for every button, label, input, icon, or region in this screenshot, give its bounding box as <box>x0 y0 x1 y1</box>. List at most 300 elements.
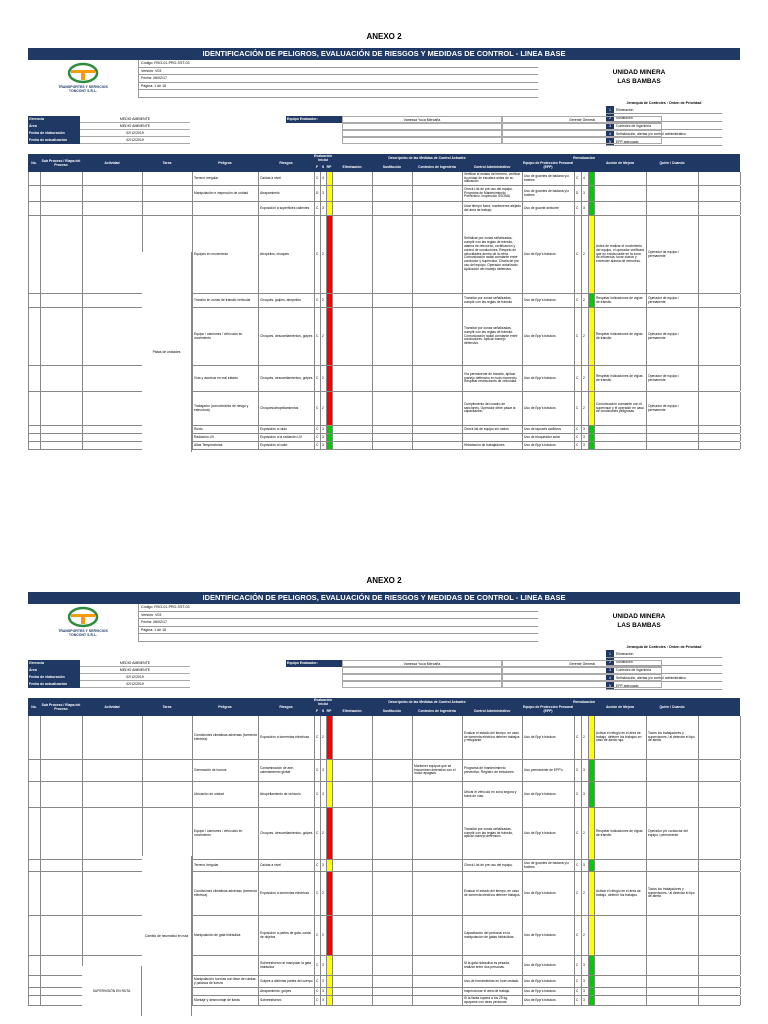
cell-accion <box>595 996 647 1005</box>
cell-empty <box>699 186 741 201</box>
cell-epp: Uso de guantes de badana y/o botines <box>523 186 575 201</box>
cell-s: 3 <box>321 782 327 807</box>
table-row <box>29 782 740 808</box>
doc-code: Código: RSG-01-PRO-SST-03 <box>138 60 538 68</box>
cell-adm: Hidratación de trabajadores <box>463 442 523 449</box>
cell-s: 4 <box>321 172 327 185</box>
cell-empty <box>333 172 373 185</box>
cell-empty <box>373 760 413 781</box>
cell-s: 2 <box>321 216 327 293</box>
risk-level-cell <box>327 872 333 915</box>
cell-s: 3 <box>321 956 327 975</box>
cell-empty <box>29 308 41 365</box>
table-row <box>29 308 740 366</box>
cell-empty <box>41 442 83 449</box>
cell-ing <box>413 442 463 449</box>
cell-empty <box>29 808 41 859</box>
cell-s: 2 <box>321 916 327 955</box>
cell-s: 2 <box>582 294 589 307</box>
cell-epp: Uso de Epp's básicos <box>523 716 575 759</box>
cell-empty <box>143 172 193 185</box>
table-row <box>29 760 740 782</box>
cell-empty <box>41 434 83 441</box>
risk-level-cell <box>327 186 333 201</box>
cell-f: C <box>315 976 321 987</box>
cell-f: D <box>315 186 321 201</box>
cell-adm: Evaluar el estado del tiempo, en caso de tormenta eléctrica detener trabajos. <box>463 872 523 915</box>
cell-empty <box>373 996 413 1005</box>
cell-empty <box>29 172 41 185</box>
cell-accion <box>595 172 647 185</box>
cell-f: C <box>575 392 582 425</box>
cell-accion <box>595 976 647 987</box>
cell-f: D <box>575 186 582 201</box>
residual-risk-cell <box>589 956 595 975</box>
cell-accion: Respetar indicaciones de vigías de tránsito <box>595 308 647 365</box>
cell-peligro: Ruido <box>193 426 259 433</box>
residual-risk-cell <box>589 294 595 307</box>
cell-s: 3 <box>582 426 589 433</box>
cell-quien <box>647 186 699 201</box>
cell-adm: Si la llanta supera a los 25 kg, apoyarse con otras personas. <box>463 996 523 1005</box>
cell-empty <box>333 976 373 987</box>
cell-f: C <box>315 202 321 215</box>
cell-epp: Uso de guante anticorte <box>523 202 575 215</box>
cell-empty <box>333 202 373 215</box>
cell-f: C <box>575 860 582 871</box>
cell-quien <box>647 442 699 449</box>
cell-peligro: Manipulación de gata hidráulica <box>193 916 259 955</box>
cell-accion <box>595 760 647 781</box>
cell-empty <box>373 308 413 365</box>
cell-quien <box>647 956 699 975</box>
cell-ing <box>413 916 463 955</box>
risk-level-cell <box>327 782 333 807</box>
cell-s: 3 <box>582 202 589 215</box>
cell-peligro: Generación de humos <box>193 760 259 781</box>
cell-f: C <box>315 308 321 365</box>
cell-quien <box>647 976 699 987</box>
cell-accion <box>595 916 647 955</box>
cell-empty <box>333 392 373 425</box>
cell-empty <box>29 996 41 1005</box>
cell-empty <box>41 956 83 975</box>
cell-accion <box>595 860 647 871</box>
cell-s: 3 <box>582 186 589 201</box>
cell-quien: Operador y/o conductor del equipo / permanente <box>647 808 699 859</box>
cell-empty <box>333 956 373 975</box>
cell-empty <box>699 434 741 441</box>
logo-text-2: TONCONT S.R.L. <box>68 633 98 637</box>
doc-date: Fecha: 08/02/17 <box>138 619 538 627</box>
cell-epp: Uso de Epp's básicos <box>523 392 575 425</box>
cell-f: C <box>575 716 582 759</box>
general-info: Gerencia MEDIO AMBIENTE Equipo Evaluador: Vanessa Yuca Mercaña Gerente General Área MEDIO AMBIENTE Fecha de elaboración 02/12/2019 Fecha de actualización 02/12/2019 <box>28 660 740 688</box>
cell-f: C <box>315 366 321 391</box>
cell-empty <box>699 916 741 955</box>
cell-quien <box>647 172 699 185</box>
table-row <box>29 426 740 434</box>
cell-empty <box>699 860 741 871</box>
cell-riesgo: Golpes a distintas partes del cuerpo <box>259 976 315 987</box>
cell-empty <box>699 782 741 807</box>
cell-empty <box>41 216 83 293</box>
cell-s: 4 <box>582 172 589 185</box>
cell-empty <box>699 392 741 425</box>
residual-risk-cell <box>589 808 595 859</box>
cell-quien: Operador de equipo / permanente <box>647 392 699 425</box>
cell-empty <box>373 186 413 201</box>
cell-adm: Usar tiempo fuera, mantenerse alejado del área de trabajo <box>463 202 523 215</box>
cell-empty <box>699 760 741 781</box>
cell-accion <box>595 426 647 433</box>
cell-s: 2 <box>321 808 327 859</box>
cell-adm: Inspeccionar el área de trabajo. <box>463 988 523 995</box>
cell-riesgo: Caídas a nivel <box>259 860 315 871</box>
cell-empty <box>29 716 41 759</box>
risk-level-cell <box>327 366 333 391</box>
cell-empty <box>29 976 41 987</box>
doc-version: Versión: V03 <box>138 612 538 620</box>
cell-adm: Transitar por zonas señalizadas, cumplir con las reglas de tránsito <box>463 294 523 307</box>
cell-s: 2 <box>582 872 589 915</box>
cell-riesgo: Sobreesfuerzo al manipular la gata hidráulica <box>259 956 315 975</box>
cell-peligro: Equipo / camiones / vehículos en movimiento <box>193 308 259 365</box>
cell-accion: Respetar indicaciones de vigías de tránsito <box>595 366 647 391</box>
risk-table-page-1 <box>28 172 740 450</box>
cell-adm: Transitar por zonas señalizadas, cumplir con las reglas de tránsito. Comunicación radial constante entre conductores. Aplicar manejo defensivo. <box>463 308 523 365</box>
cell-f: C <box>315 216 321 293</box>
cell-s: 2 <box>582 308 589 365</box>
cell-empty <box>41 808 83 859</box>
cell-empty <box>373 716 413 759</box>
risk-level-cell <box>327 434 333 441</box>
merged-task-cell: Cambio de neumático en ruta <box>142 856 192 1016</box>
cell-peligro: Altas Temperaturas <box>193 442 259 449</box>
cell-f: C <box>315 860 321 871</box>
cell-riesgo: Choques, descarrilamientos, golpes <box>259 808 315 859</box>
cell-f: C <box>315 956 321 975</box>
cell-adm: Señalizar por zonas señalizadas, cumplir con las reglas de tránsito, alarma de retroceso, certificación y control de conductores. Respeto de velocidades dentro de la mina. Comunicación radial constante entre conductor y supervisor. Charla de pre uso del equipo. Operador autorizado. Aplicación del manejo defensivo. <box>463 216 523 293</box>
cell-s: 3 <box>582 988 589 995</box>
risk-level-cell <box>327 172 333 185</box>
cell-empty <box>373 956 413 975</box>
cell-empty <box>83 782 143 807</box>
cell-ing <box>413 860 463 871</box>
cell-quien <box>647 996 699 1005</box>
cell-empty <box>83 294 143 307</box>
cell-empty <box>83 442 143 449</box>
cell-accion <box>595 202 647 215</box>
cell-quien <box>647 988 699 995</box>
cell-s: 2 <box>321 872 327 915</box>
risk-level-cell <box>327 760 333 781</box>
risk-level-cell <box>327 860 333 871</box>
cell-empty <box>29 442 41 449</box>
cell-empty <box>143 186 193 201</box>
risk-table-page-2 <box>28 716 740 1006</box>
cell-accion <box>595 782 647 807</box>
cell-empty <box>83 760 143 781</box>
cell-ing <box>413 808 463 859</box>
cell-f: C <box>315 716 321 759</box>
cell-riesgo: Exposición a ruido <box>259 426 315 433</box>
residual-risk-cell <box>589 392 595 425</box>
cell-accion <box>595 956 647 975</box>
cell-empty <box>83 186 143 201</box>
cell-adm: Cumplimiento del cuadro de sanciones. Operador debe pasar la capacitación. <box>463 392 523 425</box>
cell-ing <box>413 956 463 975</box>
residual-risk-cell <box>589 308 595 365</box>
cell-empty <box>83 202 143 215</box>
cell-peligro: Trabajador (conocimiento de riesgo y estructura) <box>193 392 259 425</box>
cell-f: C <box>315 426 321 433</box>
cell-peligro <box>193 202 259 215</box>
control-hierarchy: Jerarquía de Controles : Orden de Prioridad 1 Eliminación 2 Sustitución 3 Controles de ingeniería 4 Señalización, alertas y/o control administrativo 5 EPP adecuado <box>606 100 722 146</box>
cell-epp: Uso de Epp's básicos <box>523 308 575 365</box>
cell-f: C <box>315 988 321 995</box>
cell-empty <box>29 186 41 201</box>
cell-f: C <box>315 434 321 441</box>
cell-ing <box>413 308 463 365</box>
control-hierarchy: Jerarquía de Controles : Orden de Prioridad 1 Eliminación 2 Sustitución 3 Controles de ingeniería 4 Señalización, alertas y/o control administrativo 5 EPP adecuado <box>606 644 722 690</box>
cell-epp: Uso permanente de EPP's <box>523 760 575 781</box>
cell-empty <box>699 442 741 449</box>
cell-empty <box>83 216 143 293</box>
cell-ing <box>413 716 463 759</box>
cell-riesgo: Choques, golpes, atropellos <box>259 294 315 307</box>
cell-empty <box>41 294 83 307</box>
cell-ing <box>413 186 463 201</box>
cell-empty <box>333 216 373 293</box>
cell-adm: Vía permanente de tránsito, aplicar manejo defensivo en todo momento. Respetar restricciones de velocidad. <box>463 366 523 391</box>
cell-accion <box>595 988 647 995</box>
cell-accion: Respetar indicaciones de vigías de tránsito <box>595 808 647 859</box>
cell-f: C <box>315 172 321 185</box>
table-row <box>29 716 740 760</box>
cell-empty <box>333 860 373 871</box>
cell-adm: Check list de equipo sin ruidos <box>463 426 523 433</box>
mining-unit: UNIDAD MINERA LAS BAMBAS <box>612 69 666 85</box>
cell-f: C <box>315 996 321 1005</box>
cell-empty <box>29 956 41 975</box>
cell-f: C <box>575 988 582 995</box>
cell-empty <box>83 308 143 365</box>
cell-epp: Uso de Epp's básicos <box>523 366 575 391</box>
cell-quien <box>647 426 699 433</box>
cell-f: C <box>575 216 582 293</box>
cell-empty <box>699 172 741 185</box>
cell-empty <box>699 988 741 995</box>
risk-level-cell <box>327 392 333 425</box>
cell-epp: Uso de Epp's básicos <box>523 872 575 915</box>
cell-empty <box>373 366 413 391</box>
cell-adm: Capacitación del personal en la manipulación de gatas hidráulicas. <box>463 916 523 955</box>
logo-text-1: TRANSPORTES Y SERVICIOS <box>58 629 108 633</box>
cell-epp: Uso de Epp's básicos <box>523 294 575 307</box>
cell-empty <box>699 996 741 1005</box>
cell-s: 2 <box>582 366 589 391</box>
cell-ing <box>413 988 463 995</box>
cell-empty <box>373 426 413 433</box>
cell-f: C <box>315 782 321 807</box>
cell-epp: Uso de Epp's básicos <box>523 996 575 1005</box>
cell-accion: Comunicación constante con el supervisor y el operador en caso de condiciones peligrosas. <box>595 392 647 425</box>
cell-empty <box>29 988 41 995</box>
cell-epp: Uso de guantes de badana y/o botines <box>523 172 575 185</box>
cell-s: 3 <box>582 996 589 1005</box>
cell-f: C <box>575 426 582 433</box>
company-logo <box>28 604 138 642</box>
table-row <box>29 442 740 450</box>
cell-adm: Uso de herramientas en buen estado. <box>463 976 523 987</box>
cell-empty <box>83 916 143 955</box>
cell-empty <box>29 392 41 425</box>
cell-epp: Uso de Epp's básicos <box>523 808 575 859</box>
cell-s: 2 <box>582 392 589 425</box>
cell-s: 2 <box>582 916 589 955</box>
cell-adm: Ubicar el vehículo en zona segura y fuera de vías. <box>463 782 523 807</box>
doc-page: Página: 1 de 16 <box>138 83 538 91</box>
doc-version: Versión: V03 <box>138 68 538 76</box>
residual-risk-cell <box>589 872 595 915</box>
cell-s: 2 <box>321 294 327 307</box>
cell-empty <box>699 202 741 215</box>
cell-s: 2 <box>321 392 327 425</box>
cell-adm <box>463 434 523 441</box>
residual-risk-cell <box>589 216 595 293</box>
cell-s: 3 <box>321 426 327 433</box>
cell-f: C <box>575 172 582 185</box>
cell-peligro: Tránsito en zonas de tránsito vehicular <box>193 294 259 307</box>
cell-s: 3 <box>321 442 327 449</box>
cell-empty <box>373 442 413 449</box>
cell-peligro <box>193 956 259 975</box>
cell-quien <box>647 434 699 441</box>
cell-empty <box>333 366 373 391</box>
cell-accion: Respetar indicaciones de vigías de tránsito <box>595 294 647 307</box>
cell-accion: Activar el refugio en el área de trabajo, detener los trabajos. <box>595 872 647 915</box>
risk-level-cell <box>327 808 333 859</box>
table-row <box>29 186 740 202</box>
cell-empty <box>41 366 83 391</box>
cell-empty <box>373 860 413 871</box>
risk-level-cell <box>327 202 333 215</box>
cell-ing <box>413 872 463 915</box>
risk-level-cell <box>327 716 333 759</box>
cell-quien <box>647 760 699 781</box>
residual-risk-cell <box>589 760 595 781</box>
cell-adm: Check List de pre uso del equipo. Programa de Mantenimiento Preventivo. Inspección SSOMA <box>463 186 523 201</box>
cell-empty <box>83 434 143 441</box>
cell-empty <box>41 872 83 915</box>
table-row <box>29 872 740 916</box>
cell-empty <box>699 426 741 433</box>
cell-empty <box>699 808 741 859</box>
cell-s: 3 <box>321 186 327 201</box>
cell-empty <box>143 202 193 215</box>
cell-ing <box>413 782 463 807</box>
cell-empty <box>373 872 413 915</box>
cell-epp: Uso de Epp's básicos <box>523 956 575 975</box>
cell-riesgo: Exposición a partes de gata, caída de objetos <box>259 916 315 955</box>
cell-s: 3 <box>321 202 327 215</box>
cell-ing <box>413 434 463 441</box>
cell-empty <box>41 426 83 433</box>
cell-f: C <box>575 760 582 781</box>
cell-empty <box>373 202 413 215</box>
table-row <box>29 434 740 442</box>
logo-text-2: TONCONT S.R.L. <box>68 89 98 93</box>
document-meta <box>138 60 538 98</box>
cell-empty <box>29 426 41 433</box>
residual-risk-cell <box>589 860 595 871</box>
cell-epp: Uso de Epp's básicos <box>523 916 575 955</box>
company-logo <box>28 60 138 98</box>
cell-s: 2 <box>321 308 327 365</box>
cell-riesgo: Caídas a nivel <box>259 172 315 185</box>
cell-empty <box>699 366 741 391</box>
cell-empty <box>699 956 741 975</box>
cell-empty <box>29 294 41 307</box>
cell-quien: Operador de equipo / permanente <box>647 308 699 365</box>
general-info: Gerencia MEDIO AMBIENTE Equipo Evaluador: Vanessa Yuca Mercaña Gerente General Área MEDIO AMBIENTE Fecha de elaboración 02/12/2019 Fecha de actualización 02/12/2019 <box>28 116 740 144</box>
cell-f: C <box>575 366 582 391</box>
residual-risk-cell <box>589 716 595 759</box>
cell-peligro: Condiciones climáticas adversas (tormenta eléctrica) <box>193 872 259 915</box>
cell-epp: Uso de Epp's básicos <box>523 976 575 987</box>
cell-empty <box>333 434 373 441</box>
cell-empty <box>373 294 413 307</box>
cell-ing <box>413 172 463 185</box>
cell-s: 2 <box>321 716 327 759</box>
residual-risk-cell <box>589 442 595 449</box>
doc-date: Fecha: 08/02/17 <box>138 75 538 83</box>
risk-level-cell <box>327 294 333 307</box>
cell-empty <box>29 872 41 915</box>
cell-adm: Evaluar el estado del tiempo, en caso de tormenta eléctrica detener trabajos y refugiarse. <box>463 716 523 759</box>
cell-empty <box>29 366 41 391</box>
cell-adm: Check List de pre uso del equipo. <box>463 860 523 871</box>
cell-empty <box>699 308 741 365</box>
cell-quien: Operador de equipo / permanente <box>647 294 699 307</box>
cell-s: 3 <box>321 760 327 781</box>
cell-empty <box>41 172 83 185</box>
cell-empty <box>29 216 41 293</box>
cell-f: C <box>575 434 582 441</box>
cell-empty <box>373 808 413 859</box>
cell-empty <box>29 434 41 441</box>
cell-peligro: Manipulación e inspección de unidad <box>193 186 259 201</box>
cell-s: 3 <box>582 442 589 449</box>
table-row <box>29 172 740 186</box>
cell-riesgo: Atropellamiento de vehículo <box>259 782 315 807</box>
cell-riesgo: Atropellos, choques <box>259 216 315 293</box>
cell-peligro: Terreno Irregular <box>193 860 259 871</box>
cell-ing <box>413 996 463 1005</box>
cell-quien: Operador de equipo / permanente <box>647 216 699 293</box>
table-header: No. Sub Proceso / Etapa del Proceso Actividad Tarea Peligros Riesgos Evaluación Inicial F S RP Descripción de las Medidas de Control Actuales Eliminación Sustitución Controles de Ingeniería Control Administrativo Equipo de Protección Personal (EPP) Reevaluación Acción de Mejora Quién / Cuándo <box>28 154 740 172</box>
cell-s: 2 <box>321 366 327 391</box>
cell-empty <box>41 760 83 781</box>
cell-s: 3 <box>321 976 327 987</box>
cell-quien: Todos los trabajadores y supervisores / al detectar el tipo de alerta <box>647 872 699 915</box>
cell-empty <box>699 294 741 307</box>
cell-f: C <box>315 872 321 915</box>
cell-s: 3 <box>582 434 589 441</box>
cell-empty <box>373 916 413 955</box>
cell-empty <box>41 988 83 995</box>
